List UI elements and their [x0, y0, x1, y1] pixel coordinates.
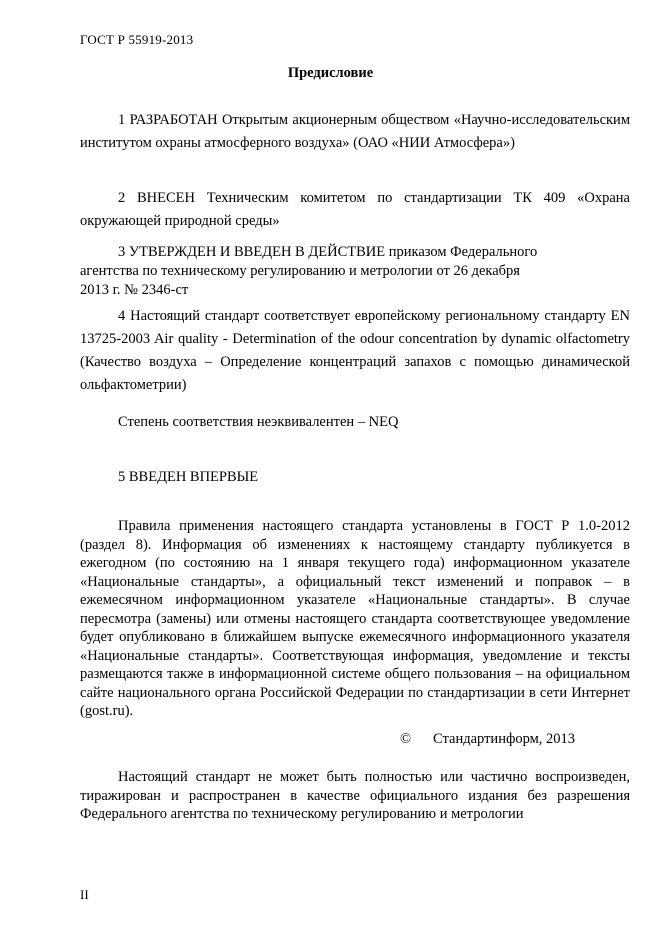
page-title: Предисловие — [287, 65, 374, 81]
item-2-submitted: 2 ВНЕСЕН Техническим комитетом по стандартизации ТК 409 «Охрана окружающей природной среды» — [80, 190, 630, 229]
rules-of-application-paragraph: Правила применения настоящего стандарта установлены в ГОСТ Р 1.0-2012 (раздел 8). Информация об изменениях к настоящему стандарту публикуется в ежегодном (по состоянию на 1 января текущего года) информационном указателе «Национальные стандарты», а официальный текст изменений и поправок – в ежемесячном информационном указателе «Национальные стандарты». В случае пересмотра (замены) или отмены настоящего стандарта соответствующее уведомление будет опубликовано в ближайшем выпуске ежемесячного информационного указателя «Национальные стандарты». Соответствующая информация, уведомление и тексты размещаются также в информационной системе общего пользования – на официальном сайте национального органа Российской Федерации по стандартизации в сети Интернет (gost.ru). — [80, 518, 630, 719]
item-3-line-2: агентства по техническому регулированию и метрологии от 26 декабря — [80, 263, 520, 279]
copyright-icon: © — [400, 731, 412, 747]
item-5-first-introduced: 5 ВВЕДЕН ВПЕРВЫЕ — [118, 469, 259, 485]
item-1-developer: 1 РАЗРАБОТАН Открытым акционерным обществом «Научно-исследовательским институтом охраны атмосферного воздуха» (ОАО «НИИ Атмосфера») — [80, 112, 630, 151]
reproduction-restriction-paragraph: Настоящий стандарт не может быть полностью или частично воспроизведен, тиражирован и распространен в качестве официального издания без разрешения Федерального агентства по техническому регулированию и метрологии — [80, 769, 630, 822]
copyright-holder: Стандартинформ, 2013 — [433, 731, 576, 747]
conformity-degree: Степень соответствия неэквивалентен – NEQ — [118, 414, 399, 430]
item-3-line-1: 3 УТВЕРЖДЕН И ВВЕДЕН В ДЕЙСТВИЕ приказом Федерального — [118, 244, 538, 260]
item-3-line-3: 2013 г. № 2346-ст — [80, 282, 189, 298]
item-3-approved — [80, 243, 600, 300]
document-header-code: ГОСТ Р 55919-2013 — [80, 32, 194, 47]
item-4-conformance: 4 Настоящий стандарт соответствует европейскому региональному стандарту EN 13725-2003 Air quality - Determination of the odour concentration by dynamic olfactometry (Качество воздуха – Определение концентраций запахов с помощью динамической ольфактометрии) — [80, 308, 630, 393]
page-number: II — [80, 887, 89, 902]
copyright-line — [400, 731, 575, 748]
